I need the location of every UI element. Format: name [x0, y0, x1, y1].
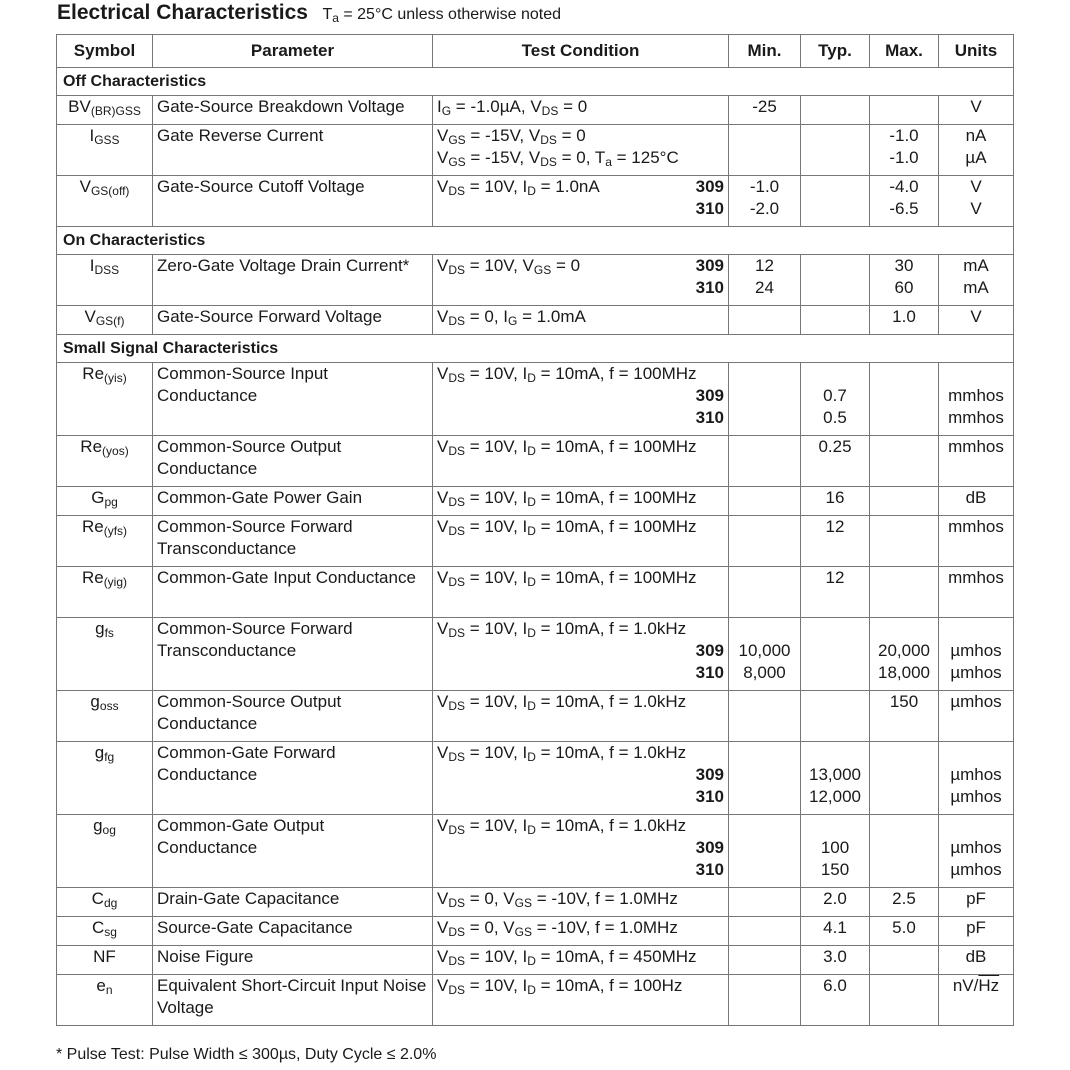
max-cell: [870, 363, 939, 436]
typ-cell: [801, 306, 870, 335]
symbol-cell: $g_{oss}$: [57, 691, 153, 742]
max-cell: -1.0 -1.0: [870, 125, 939, 176]
min-cell: 10,000 8,000: [729, 618, 801, 691]
characteristics-table: [56, 34, 1014, 1026]
temperature-condition: $T_a = 25^\circ C$ unless otherwise noted: [322, 6, 561, 25]
typ-cell: 13,000 12,000: [801, 742, 870, 815]
min-cell: [729, 125, 801, 176]
test-condition-cell: $V_{DS} = 0$, $V_{GS} = -10V$, f = 1.0MHz: [433, 917, 729, 946]
table-row: [57, 742, 1014, 815]
typ-cell: 0.7 0.5: [801, 363, 870, 436]
section-on-characteristics: On Characteristics: [57, 227, 1014, 255]
parameter-cell: Equivalent Short-Circuit Input Noise Voltage: [153, 975, 433, 1026]
max-cell: 5.0: [870, 917, 939, 946]
min-cell: [729, 888, 801, 917]
typ-cell: 4.1: [801, 917, 870, 946]
min-cell: [729, 567, 801, 618]
symbol-cell: $Re_{(yfs)}$: [57, 516, 153, 567]
page-heading: [57, 0, 561, 26]
test-condition-cell: $V_{DS} = 10V$, $I_D = 10mA$, f = 100Hz: [433, 975, 729, 1026]
test-condition-cell: $V_{DS} = 10V$, $I_D = 1.0nA$ 309 310: [433, 176, 729, 227]
unit-cell: dB: [939, 487, 1014, 516]
parameter-cell: Gate Reverse Current: [153, 125, 433, 176]
table-row: [57, 487, 1014, 516]
min-cell: -1.0 -2.0: [729, 176, 801, 227]
parameter-cell: Drain-Gate Capacitance: [153, 888, 433, 917]
min-cell: [729, 516, 801, 567]
table-row: [57, 567, 1014, 618]
table-row: [57, 176, 1014, 227]
max-cell: [870, 567, 939, 618]
test-condition-cell: $I_G = -1.0\mu A$, $V_{DS} = 0$: [433, 96, 729, 125]
unit-cell: mmhos: [939, 567, 1014, 618]
typ-cell: 6.0: [801, 975, 870, 1026]
min-cell: [729, 691, 801, 742]
unit-cell: V: [939, 306, 1014, 335]
unit-cell: pF: [939, 917, 1014, 946]
table-row: [57, 436, 1014, 487]
test-condition-cell: $V_{DS} = 0$, $V_{GS} = -10V$, f = 1.0MHz: [433, 888, 729, 917]
symbol-cell: $g_{fs}$: [57, 618, 153, 691]
unit-cell: µmhos µmhos: [939, 815, 1014, 888]
table-row: [57, 96, 1014, 125]
symbol-cell: $e_n$: [57, 975, 153, 1026]
typ-cell: [801, 691, 870, 742]
unit-cell: pF: [939, 888, 1014, 917]
parameter-cell: Source-Gate Capacitance: [153, 917, 433, 946]
unit-cell: mmhos mmhos: [939, 363, 1014, 436]
header-units: Units: [939, 35, 1014, 68]
max-cell: [870, 975, 939, 1026]
typ-cell: 16: [801, 487, 870, 516]
symbol-cell: $I_{DSS}$: [57, 255, 153, 306]
test-condition-cell: $V_{DS} = 10V$, $I_D = 10mA$, f = 1.0kHz 309 310: [433, 742, 729, 815]
typ-cell: 100 150: [801, 815, 870, 888]
max-cell: 30 60: [870, 255, 939, 306]
table-row: [57, 691, 1014, 742]
max-cell: [870, 516, 939, 567]
min-cell: [729, 917, 801, 946]
header-test-condition: Test Condition: [433, 35, 729, 68]
symbol-cell: $V_{GS(off)}$: [57, 176, 153, 227]
symbol-cell: $I_{GSS}$: [57, 125, 153, 176]
unit-cell: mmhos: [939, 516, 1014, 567]
test-condition-cell: $V_{GS} = -15V$, $V_{DS} = 0$ $V_{GS} = -15V$, $V_{DS} = 0$, $T_a = 125^\circ C$: [433, 125, 729, 176]
parameter-cell: Common-Source Output Conductance: [153, 691, 433, 742]
symbol-cell: NF: [57, 946, 153, 975]
unit-cell: V V: [939, 176, 1014, 227]
typ-cell: 0.25: [801, 436, 870, 487]
parameter-cell: Gate-Source Breakdown Voltage: [153, 96, 433, 125]
max-cell: [870, 742, 939, 815]
unit-cell: mA mA: [939, 255, 1014, 306]
max-cell: [870, 487, 939, 516]
test-condition-cell: $V_{DS} = 10V$, $I_D = 10mA$, f = 1.0kHz 309 310: [433, 618, 729, 691]
table-header-row: [57, 35, 1014, 68]
table-row: [57, 618, 1014, 691]
typ-cell: [801, 255, 870, 306]
unit-cell: $nV/\overline{Hz}$: [939, 975, 1014, 1026]
min-cell: [729, 306, 801, 335]
min-cell: [729, 975, 801, 1026]
table-row: [57, 255, 1014, 306]
header-typ: Typ.: [801, 35, 870, 68]
min-cell: [729, 815, 801, 888]
max-cell: [870, 815, 939, 888]
unit-cell: dB: [939, 946, 1014, 975]
table-row: [57, 975, 1014, 1026]
parameter-cell: Common-Gate Output Conductance: [153, 815, 433, 888]
page-title: Electrical Characteristics: [57, 1, 308, 24]
table-row: [57, 917, 1014, 946]
symbol-cell: $g_{fg}$: [57, 742, 153, 815]
test-condition-cell: $V_{DS} = 10V$, $I_D = 10mA$, f = 100MHz: [433, 567, 729, 618]
test-condition-cell: $V_{DS} = 10V$, $I_D = 10mA$, f = 100MHz 309 310: [433, 363, 729, 436]
min-cell: [729, 742, 801, 815]
test-condition-cell: $V_{DS} = 10V$, $V_{GS} = 0$ 309 310: [433, 255, 729, 306]
max-cell: 2.5: [870, 888, 939, 917]
typ-cell: [801, 176, 870, 227]
symbol-cell: $Re_{(yos)}$: [57, 436, 153, 487]
test-condition-cell: $V_{DS} = 10V$, $I_D = 10mA$, f = 100MHz: [433, 516, 729, 567]
typ-cell: [801, 125, 870, 176]
typ-cell: 12: [801, 516, 870, 567]
max-cell: -4.0 -6.5: [870, 176, 939, 227]
unit-cell: µmhos: [939, 691, 1014, 742]
min-cell: [729, 946, 801, 975]
header-min: Min.: [729, 35, 801, 68]
parameter-cell: Common-Source Forward Transconductance: [153, 618, 433, 691]
parameter-cell: Gate-Source Forward Voltage: [153, 306, 433, 335]
max-cell: [870, 96, 939, 125]
symbol-cell: $G_{pg}$: [57, 487, 153, 516]
unit-cell: nA µA: [939, 125, 1014, 176]
parameter-cell: Common-Source Forward Transconductance: [153, 516, 433, 567]
parameter-cell: Common-Source Output Conductance: [153, 436, 433, 487]
table-row: [57, 363, 1014, 436]
symbol-cell: $Re_{(yis)}$: [57, 363, 153, 436]
header-max: Max.: [870, 35, 939, 68]
symbol-cell: $C_{sg}$: [57, 917, 153, 946]
table-row: [57, 516, 1014, 567]
unit-cell: µmhos µmhos: [939, 618, 1014, 691]
parameter-cell: Noise Figure: [153, 946, 433, 975]
header-symbol: Symbol: [57, 35, 153, 68]
max-cell: [870, 946, 939, 975]
table-row: [57, 125, 1014, 176]
min-cell: [729, 363, 801, 436]
parameter-cell: Common-Gate Forward Conductance: [153, 742, 433, 815]
section-off-characteristics: Off Characteristics: [57, 68, 1014, 96]
unit-cell: mmhos: [939, 436, 1014, 487]
max-cell: 20,000 18,000: [870, 618, 939, 691]
symbol-cell: $C_{dg}$: [57, 888, 153, 917]
min-cell: [729, 487, 801, 516]
test-condition-cell: $V_{DS} = 10V$, $I_D = 10mA$, f = 450MHz: [433, 946, 729, 975]
symbol-cell: $Re_{(yig)}$: [57, 567, 153, 618]
header-parameter: Parameter: [153, 35, 433, 68]
test-condition-cell: $V_{DS} = 10V$, $I_D = 10mA$, f = 1.0kHz 309 310: [433, 815, 729, 888]
unit-cell: V: [939, 96, 1014, 125]
parameter-cell: Common-Source Input Conductance: [153, 363, 433, 436]
parameter-cell: Common-Gate Power Gain: [153, 487, 433, 516]
max-cell: 150: [870, 691, 939, 742]
parameter-cell: Common-Gate Input Conductance: [153, 567, 433, 618]
max-cell: 1.0: [870, 306, 939, 335]
table-row: [57, 306, 1014, 335]
footnote: * Pulse Test: Pulse Width ≤ 300µs, Duty Cycle ≤ 2.0%: [56, 1046, 437, 1063]
test-condition-cell: $V_{DS} = 10V$, $I_D = 10mA$, f = 100MHz: [433, 487, 729, 516]
table-row: [57, 888, 1014, 917]
typ-cell: 2.0: [801, 888, 870, 917]
max-cell: [870, 436, 939, 487]
unit-cell: µmhos µmhos: [939, 742, 1014, 815]
typ-cell: 3.0: [801, 946, 870, 975]
symbol-cell: $V_{GS(f)}$: [57, 306, 153, 335]
test-condition-cell: $V_{DS} = 10V$, $I_D = 10mA$, f = 100MHz: [433, 436, 729, 487]
parameter-cell: Gate-Source Cutoff Voltage: [153, 176, 433, 227]
table-row: [57, 815, 1014, 888]
typ-cell: 12: [801, 567, 870, 618]
section-small-signal-characteristics: Small Signal Characteristics: [57, 335, 1014, 363]
test-condition-cell: $V_{DS} = 0$, $I_G = 1.0mA$: [433, 306, 729, 335]
test-condition-cell: $V_{DS} = 10V$, $I_D = 10mA$, f = 1.0kHz: [433, 691, 729, 742]
symbol-cell: $BV_{(BR)GSS}$: [57, 96, 153, 125]
table-row: [57, 946, 1014, 975]
min-cell: -25: [729, 96, 801, 125]
parameter-cell: Zero-Gate Voltage Drain Current*: [153, 255, 433, 306]
min-cell: [729, 436, 801, 487]
symbol-cell: $g_{og}$: [57, 815, 153, 888]
min-cell: 12 24: [729, 255, 801, 306]
typ-cell: [801, 618, 870, 691]
typ-cell: [801, 96, 870, 125]
